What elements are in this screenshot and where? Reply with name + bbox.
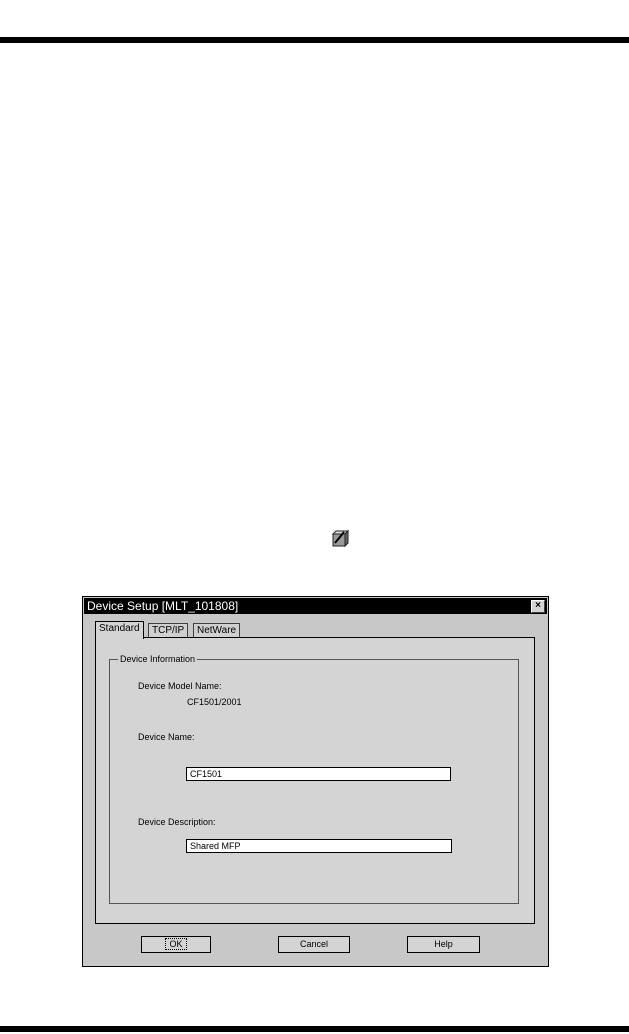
bottom-rule <box>0 1026 629 1032</box>
device-description-label: Device Description: <box>138 817 216 827</box>
close-button[interactable] <box>531 600 545 613</box>
help-button-label: Help <box>434 939 453 949</box>
device-setup-dialog <box>82 596 549 967</box>
tab-tcpip-label: TCP/IP <box>152 625 185 636</box>
help-button[interactable] <box>407 936 480 953</box>
tab-standard-label: Standard <box>99 623 140 634</box>
group-label: Device Information <box>120 654 196 664</box>
tab-standard[interactable] <box>95 621 144 639</box>
close-icon: × <box>535 600 541 611</box>
cancel-button[interactable] <box>278 936 350 953</box>
device-name-label: Device Name: <box>138 732 195 742</box>
device-model-name-label: Device Model Name: <box>138 681 222 691</box>
ok-button-label: OK <box>165 938 186 950</box>
dialog-title: Device Setup [MLT_101808] <box>87 599 239 613</box>
cancel-button-label: Cancel <box>299 939 328 949</box>
device-information-group <box>109 654 519 904</box>
setup-tool-icon <box>330 528 350 548</box>
tab-panel-standard <box>95 637 535 924</box>
tab-netware[interactable] <box>193 623 240 638</box>
tab-tcpip[interactable] <box>148 623 188 638</box>
top-rule <box>0 37 629 43</box>
ok-button[interactable] <box>141 936 211 953</box>
device-name-field[interactable] <box>186 767 451 781</box>
dialog-titlebar <box>84 598 547 614</box>
device-description-field[interactable] <box>186 839 452 853</box>
tab-netware-label: NetWare <box>197 625 237 636</box>
device-model-name-value: CF1501/2001 <box>187 697 242 707</box>
